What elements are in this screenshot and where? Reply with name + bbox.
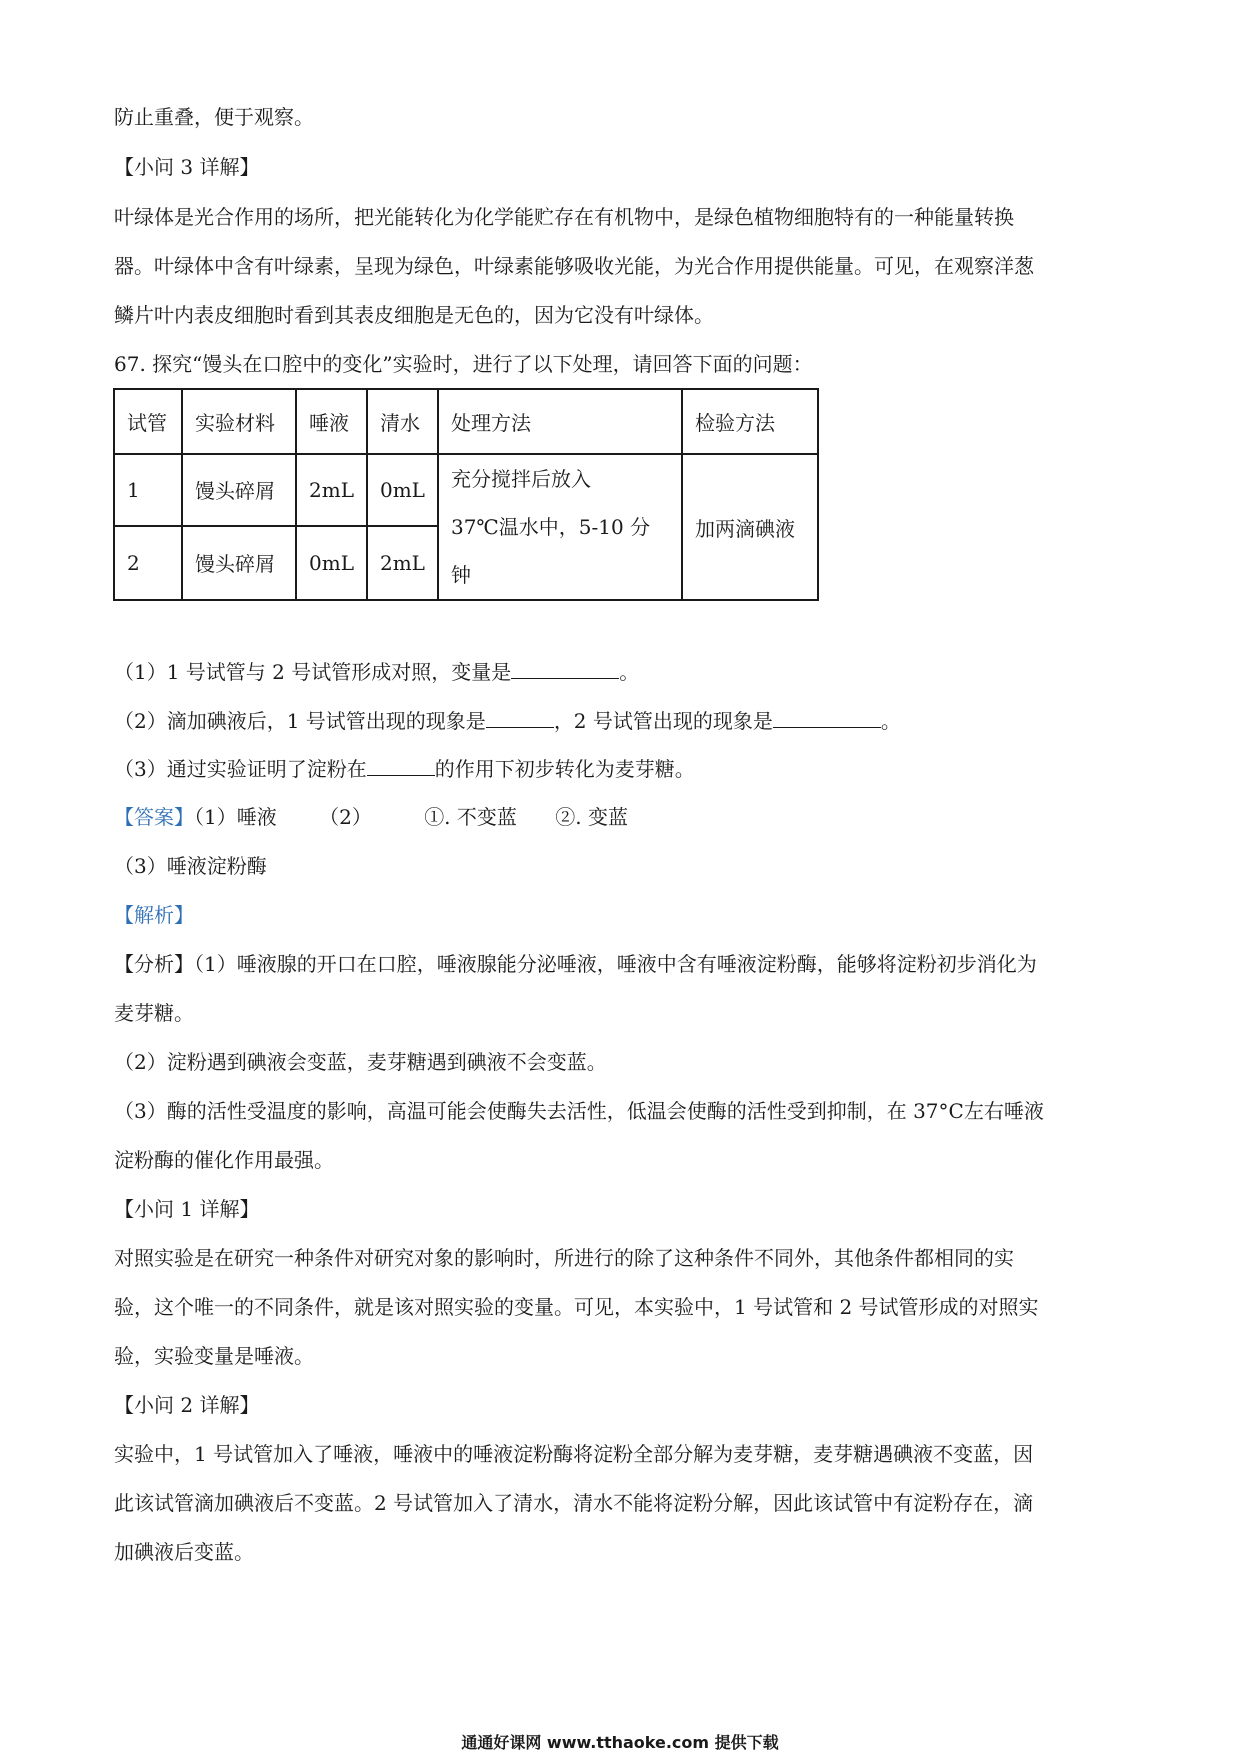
q3-detail-line-3: 鳞片叶内表皮细胞时看到其表皮细胞是无色的，因为它没有叶绿体。 [114,303,714,327]
experiment-table [113,388,819,601]
sub-question-3 [114,757,695,781]
answer-part2-a: ①. 不变蓝 [424,805,517,829]
header-test: 检验方法 [682,389,818,454]
q3-detail-heading: 【小问 3 详解】 [114,155,260,179]
analysis-line-2: 麦芽糖。 [114,1001,194,1025]
sub-question-1 [114,660,639,684]
row1-water: 0mL [367,454,438,526]
table-row [114,454,818,526]
analysis-line-5: 淀粉酶的催化作用最强。 [114,1148,334,1172]
sub-q1-suffix: 。 [619,660,640,684]
analysis-line-3: （2）淀粉遇到碘液会变蓝，麦芽糖遇到碘液不会变蓝。 [114,1050,607,1074]
answer-blank [486,709,554,728]
sub-q2-prefix: （2）滴加碘液后，1 号试管出现的现象是 [114,709,486,733]
q2-detail-heading: 【小问 2 详解】 [114,1393,260,1417]
footer-watermark: 通通好课网 www.tthaoke.com 提供下载 [461,1733,779,1752]
sub-q3-suffix: 的作用下初步转化为麦芽糖。 [434,757,695,781]
answer-part2: （2） [319,805,372,829]
treatment-line-1: 充分搅拌后放入 [450,467,591,491]
table-header-row [114,389,818,454]
header-treatment: 处理方法 [438,389,682,454]
header-saliva: 唾液 [296,389,367,454]
answer-part2-b: ②. 变蓝 [555,805,628,829]
treatment-cell [438,454,682,600]
q1-detail-line-3: 验，实验变量是唾液。 [114,1344,314,1368]
sub-question-2 [114,709,901,733]
test-method-cell: 加两滴碘液 [682,454,818,600]
row2-material: 馒头碎屑 [182,526,296,600]
treatment-line-2: 37℃温水中，5-10 分钟 [450,515,651,587]
q3-detail-line-2: 器。叶绿体中含有叶绿素，呈现为绿色，叶绿素能够吸收光能，为光合作用提供能量。可见，在观察洋葱 [114,254,1034,278]
row2-water: 2mL [367,526,438,600]
sub-q2-middle: ，2 号试管出现的现象是 [553,709,773,733]
header-material: 实验材料 [182,389,296,454]
answer-blank [511,660,619,679]
row1-tube: 1 [114,454,182,526]
q2-detail-line-3: 加碘液后变蓝。 [114,1540,254,1564]
q2-detail-line-2: 此该试管滴加碘液后不变蓝。2 号试管加入了清水，清水不能将淀粉分解，因此该试管中有淀粉存在，滴 [114,1491,1034,1515]
row1-material: 馒头碎屑 [182,454,296,526]
answer-line [114,805,628,829]
q1-detail-heading: 【小问 1 详解】 [114,1197,260,1221]
answer-blank [367,757,435,776]
answer-part3: （3）唾液淀粉酶 [114,854,267,878]
answer-blank [773,709,881,728]
row2-saliva: 0mL [296,526,367,600]
sub-q1-prefix: （1）1 号试管与 2 号试管形成对照，变量是 [114,660,512,684]
header-water: 清水 [367,389,438,454]
q3-detail-line-1: 叶绿体是光合作用的场所，把光能转化为化学能贮存在有机物中，是绿色植物细胞特有的一种能量转换 [114,205,1014,229]
analysis-line-1: 【分析】（1）唾液腺的开口在口腔，唾液腺能分泌唾液，唾液中含有唾液淀粉酶，能够将淀粉初步消化为 [114,952,1037,976]
sub-q3-prefix: （3）通过实验证明了淀粉在 [114,757,367,781]
analysis-line-4: （3）酶的活性受温度的影响，高温可能会使酶失去活性，低温会使酶的活性受到抑制，在 37°C左右唾液 [114,1099,1044,1123]
q1-detail-line-1: 对照实验是在研究一种条件对研究对象的影响时，所进行的除了这种条件不同外，其他条件都相同的实 [114,1246,1014,1270]
q1-detail-line-2: 验，这个唯一的不同条件，就是该对照实验的变量。可见，本实验中，1 号试管和 2 号试管形成的对照实 [114,1295,1039,1319]
row2-tube: 2 [114,526,182,600]
prev-answer-end: 防止重叠，便于观察。 [114,105,314,129]
answer-part1: （1）唾液 [194,805,277,829]
analysis-tag: 【解析】 [114,903,194,927]
sub-q2-suffix: 。 [880,709,901,733]
q2-detail-line-1: 实验中，1 号试管加入了唾液，唾液中的唾液淀粉酶将淀粉全部分解为麦芽糖，麦芽糖遇碘液不变蓝，因 [114,1442,1034,1466]
question-title: 67. 探究“馒头在口腔中的变化”实验时，进行了以下处理，请回答下面的问题： [114,352,813,376]
header-tube: 试管 [114,389,182,454]
answer-tag: 【答案】 [114,805,194,829]
row1-saliva: 2mL [296,454,367,526]
